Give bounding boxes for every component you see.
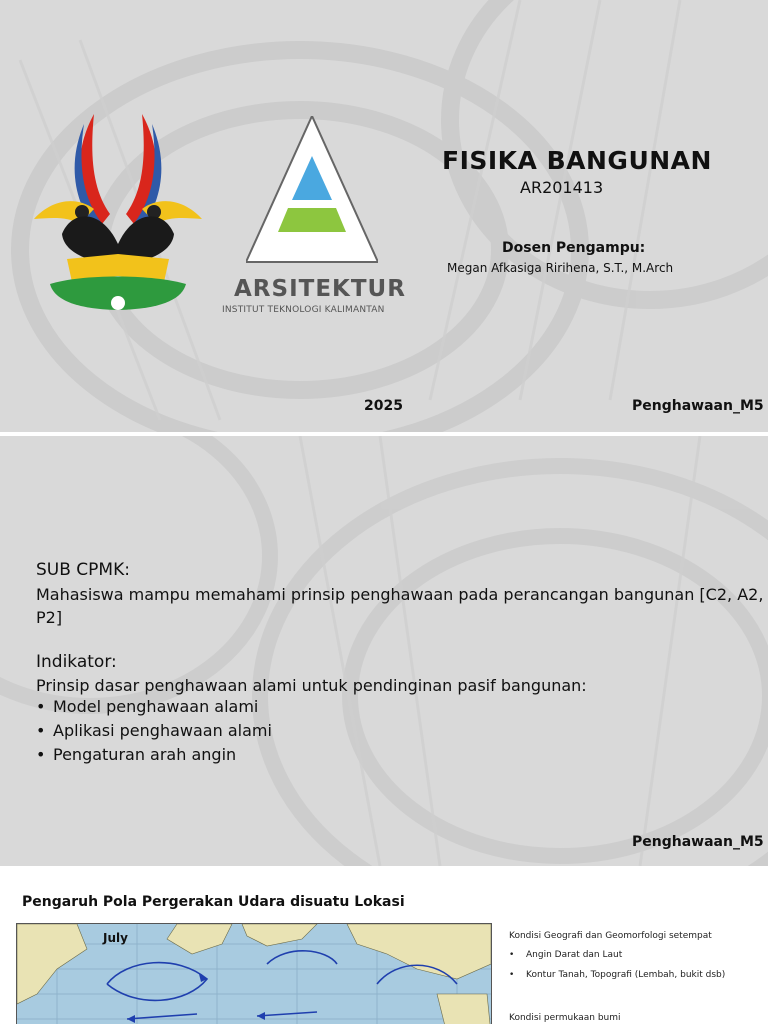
course-code: AR201413 [520, 178, 604, 197]
slide-title: FISIKA BANGUNAN [442, 146, 712, 175]
air-movement-slide [0, 868, 768, 1024]
list-item: • Model penghawaan alami [36, 695, 272, 719]
indicator-list [36, 695, 272, 767]
arsitektur-logo-icon [246, 116, 378, 264]
side-heading: Kondisi Geografi dan Geomorfologi setempat [509, 931, 712, 941]
slide-footer: Penghawaan_M5 [632, 398, 764, 414]
architecture-background [0, 436, 768, 866]
sub-cpmk-body: Mahasiswa mampu memahami prinsip penghawaan pada perancangan bangunan [C2, A2, P2] [36, 585, 764, 627]
logo-subtext: INSTITUT TEKNOLOGI KALIMANTAN [222, 305, 385, 315]
slide-footer: Penghawaan_M5 [632, 834, 764, 850]
logo-text: ARSITEKTUR [234, 276, 406, 302]
side-bullet: • Angin Darat dan Laut [509, 950, 622, 960]
lecturer-name: Megan Afkasiga Ririhena, S.T., M.Arch [447, 261, 674, 275]
world-wind-map [16, 923, 492, 1024]
list-item: • Aplikasi penghawaan alami [36, 719, 272, 743]
sub-cpmk-heading: SUB CPMK: [36, 560, 130, 580]
title-slide [0, 0, 768, 432]
year-label: 2025 [364, 398, 403, 414]
slide-title: Pengaruh Pola Pergerakan Udara disuatu Lokasi [22, 894, 405, 910]
indicator-intro: Prinsip dasar penghawaan alami untuk pendinginan pasif bangunan: [36, 676, 587, 695]
wind-map-icon [17, 924, 491, 1024]
side-heading-2: Kondisi permukaan bumi [509, 1013, 621, 1023]
map-label: July [103, 931, 128, 945]
lecturer-label: Dosen Pengampu: [502, 240, 646, 256]
objectives-slide [0, 436, 768, 866]
indicator-heading: Indikator: [36, 652, 117, 672]
university-emblem-icon [32, 114, 204, 319]
side-bullet: • Kontur Tanah, Topografi (Lembah, bukit dsb) [509, 970, 725, 980]
list-item: • Pengaturan arah angin [36, 743, 272, 767]
